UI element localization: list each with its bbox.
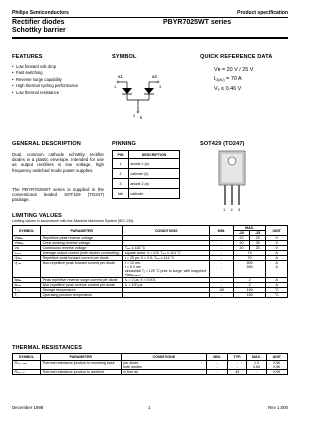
pin-number-2: 2 <box>133 113 136 118</box>
pin-number-3: 3 <box>159 84 162 89</box>
qrd-forward-voltage: $V_F \le 0.46$ V <box>214 86 242 92</box>
table-cell: - <box>210 283 234 288</box>
table-cell: V <box>266 241 288 246</box>
qrd-voltage: Vʀ = 20 V / 25 V <box>214 67 254 73</box>
lv-subheader: -25 <box>250 231 266 236</box>
table-cell: Tₛₜᵧ <box>13 288 41 293</box>
qrd-block <box>214 66 253 95</box>
table-cell: Iʀₛₘ <box>13 283 41 288</box>
table-cell: Crest working reverse voltage <box>41 241 123 246</box>
table-cell: 70 <box>233 251 265 256</box>
general-description-p2: The PBYR7025WT series is supplied in the conventional leaded SOT429 (TO247) package. <box>12 187 104 203</box>
package-pin-label: 1 <box>223 207 226 212</box>
general-description-heading: GENERAL DESCRIPTION <box>12 141 81 147</box>
footer-page: 1 <box>148 405 151 410</box>
lv-header-symbol: SYMBOL <box>13 226 41 236</box>
table-cell: Rₜₕ ⱼ₋ₘₒ <box>13 361 41 370</box>
table-cell: Continuous reverse voltage <box>41 246 123 251</box>
table-cell: Non-repetitive peak forward current per diode <box>41 261 123 278</box>
lv-header-max: MAX. <box>233 226 265 231</box>
table-cell: 150 <box>233 288 265 293</box>
doc-title-line2: Schottky barrier <box>12 27 66 34</box>
table-cell: 2 <box>233 278 265 283</box>
table-cell: A A <box>266 261 288 278</box>
th-header-symbol: SYMBOL <box>13 354 41 361</box>
table-cell: 1.0 0.65 <box>247 361 266 370</box>
table-cell: ˚C <box>266 293 288 298</box>
table-cell: Vʀ <box>13 246 41 251</box>
pinning-cell: 1 <box>113 159 129 169</box>
table-cell: Thermal resistance junction to ambient <box>40 370 121 375</box>
table-cell: - <box>206 370 227 375</box>
table-cell: Iƒʀₘ <box>13 256 41 261</box>
th-header-conditions: CONDITIONS <box>121 354 206 361</box>
thermal-heading: THERMAL RESISTANCES <box>12 345 83 351</box>
pinning-heading: PINNING <box>112 141 137 147</box>
table-cell: - <box>210 251 234 256</box>
lv-header-conditions: CONDITIONS <box>123 226 210 236</box>
features-heading: FEATURES <box>12 54 43 60</box>
table-cell: t = 25 μs; δ = 0.5; Tₘₒ ≤ 114 ˚C <box>123 256 210 261</box>
table-row <box>13 361 288 370</box>
pinning-cell: cathode <box>129 189 180 199</box>
table-row <box>13 293 288 298</box>
feature-item: • Fast switching <box>12 70 112 76</box>
table-cell: A <box>266 256 288 261</box>
table-cell: Vʀʀₘ <box>13 236 41 241</box>
table-cell: 25 <box>250 241 266 246</box>
table-cell: Average output current (both diodes conducting) <box>41 251 123 256</box>
table-cell: V <box>266 246 288 251</box>
table-cell: in free air <box>121 370 206 375</box>
feature-item: • Low thermal resistance <box>12 90 112 96</box>
table-cell: 45 <box>228 370 247 375</box>
table-cell: Iₒ₍ₐᵥ₎ <box>13 251 41 256</box>
table-cell: 25 <box>250 236 266 241</box>
table-cell: ˚C <box>266 288 288 293</box>
table-cell: - - <box>228 361 247 370</box>
series-name: PBYR7025WT series <box>163 19 232 26</box>
table-cell: Tⱼ <box>13 293 41 298</box>
th-header-parameter: PARAMETER <box>40 354 121 361</box>
table-row <box>13 370 288 375</box>
table-cell: tₚ = 2 μs; δ = 0.001 <box>123 278 210 283</box>
pin-number-1: 1 <box>114 84 117 89</box>
table-cell: Operating junction temperature <box>41 293 123 298</box>
pinning-header-pin: PIN <box>113 151 129 159</box>
limiting-values-note: Limiting values in accordance with the Absolute Maximum System (IEC 134). <box>12 219 135 223</box>
table-cell: Non-repetitive peak reverse current per diode <box>41 283 123 288</box>
table-cell: 500 550 <box>233 261 265 278</box>
table-cell <box>123 293 210 298</box>
pinning-cell: 3 <box>113 179 129 189</box>
th-header-typ: TYP. <box>228 354 247 361</box>
doc-title-line1: Rectifier diodes <box>12 19 65 26</box>
pinning-cell: anode 1 (a) <box>129 159 180 169</box>
table-cell: tₚ = 100 μs <box>123 283 210 288</box>
pinning-header-description: DESCRIPTION <box>129 151 180 159</box>
th-header-max: MAX. <box>247 354 266 361</box>
general-description-p1: Dual, common cathode schottky rectifier diodes in a plastic envelope. Intended for use as output rectifiers in low voltage, high frequency switched mode power supplies. <box>12 152 104 173</box>
pinning-cell: 2 <box>113 169 129 179</box>
symbol-heading: SYMBOL <box>112 54 137 60</box>
lv-subheader: -20 <box>233 231 249 236</box>
table-cell: A <box>266 251 288 256</box>
package-drawing <box>205 149 265 213</box>
thermal-body <box>13 361 288 375</box>
table-cell: - <box>210 293 234 298</box>
thermal-table <box>12 353 288 375</box>
qrd-heading: QUICK REFERENCE DATA <box>200 54 273 60</box>
table-cell: V <box>266 236 288 241</box>
table-cell: -65 <box>210 288 234 293</box>
lv-header-parameter: PARAMETER <box>41 226 123 236</box>
th-header-min: MIN. <box>206 354 227 361</box>
table-cell: Rₜₕ ⱼ₋ₐ <box>13 370 41 375</box>
table-cell: A <box>266 283 288 288</box>
feature-item: • High thermal cycling performance <box>12 83 112 89</box>
table-cell: Vʀᴡₘ <box>13 241 41 246</box>
table-cell: 150 <box>233 293 265 298</box>
pin-label-a2: a2 <box>152 74 158 79</box>
limiting-values-heading: LIMITING VALUES <box>12 213 62 219</box>
table-cell: per diode both diodes <box>121 361 206 370</box>
table-cell: - <box>210 246 234 251</box>
table-cell: Storage temperature <box>41 288 123 293</box>
table-cell: - <box>210 278 234 283</box>
table-cell: t = 10 ms t = 8.3 ms sinusoidal Tⱼ = 125 ˚C prior to surge; with reapplied Vʀᴡₘ₍ₘₐₓ₎ <box>123 261 210 278</box>
footer-date: December 1998 <box>12 405 44 410</box>
package-heading: SOT429 (TO247) <box>200 141 245 147</box>
table-cell: Iʀʀₘ <box>13 278 41 283</box>
table-cell: Iƒₛₘ <box>13 261 41 278</box>
table-cell: square wave; δ = 0.5; Tₘₒ ≤ 114 ˚C <box>123 251 210 256</box>
table-cell: 20 <box>233 246 249 251</box>
table-cell: Thermal resistance junction to mounting base <box>40 361 121 370</box>
pin-label-k: k <box>140 115 143 120</box>
table-cell: A <box>266 278 288 283</box>
title-rule <box>12 37 288 39</box>
pinning-cell: anode 2 (a) <box>129 179 180 189</box>
table-cell: 20 <box>233 241 249 246</box>
table-cell: 20 <box>233 236 249 241</box>
table-cell: 70 <box>233 256 265 261</box>
table-row <box>13 261 288 278</box>
limiting-values-table <box>12 225 288 298</box>
pinning-cell: cathode (k) <box>129 169 180 179</box>
spec-type: Product specification <box>237 10 288 16</box>
package-pin-label: 3 <box>238 207 241 212</box>
table-cell: 2 <box>233 283 265 288</box>
lv-header-min: MIN. <box>210 226 234 236</box>
table-cell: - - <box>210 261 234 278</box>
pinning-cell: tab <box>113 189 129 199</box>
header-rule <box>12 17 288 18</box>
feature-item: • Low forward volt drop <box>12 64 112 70</box>
diode-symbol-diagram <box>112 62 164 128</box>
feature-item: • Reverse surge capability <box>12 77 112 83</box>
table-cell: 25 <box>250 246 266 251</box>
limiting-values-body <box>13 236 288 298</box>
pin-label-a1: a1 <box>118 74 124 79</box>
table-cell: - <box>210 236 234 241</box>
company-name: Philips Semiconductors <box>12 10 69 16</box>
table-cell: K/W <box>266 370 287 375</box>
lv-header-unit: UNIT <box>266 226 288 236</box>
table-cell: - <box>210 256 234 261</box>
table-cell: Repetitive peak reverse voltage <box>41 236 123 241</box>
table-cell: - <box>210 241 234 246</box>
th-header-unit: UNIT <box>266 354 287 361</box>
qrd-current: $I_{O(AV)} = 70$ A <box>214 76 242 82</box>
pinning-table <box>112 150 180 199</box>
table-cell: Repetitive peak forward current per diode <box>41 256 123 261</box>
footer-revision: Rev 1.000 <box>267 405 288 410</box>
table-cell: Peak repetitive reverse surge current per diode <box>41 278 123 283</box>
table-cell: - - <box>206 361 227 370</box>
package-pin-label: 2 <box>230 207 233 212</box>
table-cell: Tₘₒ ≤ 116 ˚C <box>123 246 210 251</box>
features-list <box>12 64 112 96</box>
table-cell: K/W K/W <box>266 361 287 370</box>
table-cell: - <box>247 370 266 375</box>
